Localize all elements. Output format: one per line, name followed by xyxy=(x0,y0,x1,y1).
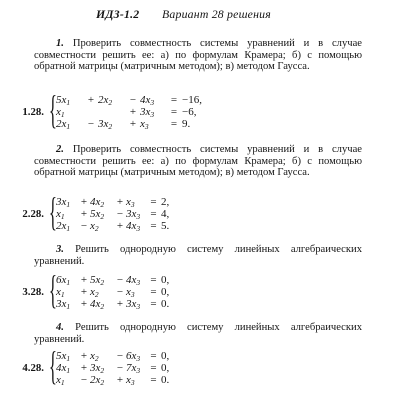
equation-row xyxy=(56,274,169,286)
equation-term: $4x_2$ xyxy=(90,298,105,312)
equation-term: $7x_3$ xyxy=(126,362,141,376)
equation-operator: + xyxy=(80,298,88,311)
assignment-code: ИДЗ-1.2 xyxy=(96,7,140,21)
equation-operator: − xyxy=(116,350,124,362)
equation-term: $4x_3$ xyxy=(126,274,141,287)
equation-rhs: 0, xyxy=(161,350,170,362)
equation-row xyxy=(56,350,169,362)
equation-term: $2x_2$ xyxy=(90,374,105,388)
equation-term: $3x_1$ xyxy=(56,196,71,209)
equation-term: $x_2$ xyxy=(90,286,99,300)
equation-term: $x_3$ xyxy=(126,374,135,388)
equation-term: $3x_1$ xyxy=(56,298,71,312)
equation-rhs: 4, xyxy=(161,208,170,221)
equation-row xyxy=(56,118,202,130)
equation-operator: = xyxy=(150,208,157,221)
equation-term: $3x_2$ xyxy=(98,118,113,132)
equation-rhs: −6, xyxy=(182,106,197,119)
system-3-brace: { xyxy=(48,267,57,313)
equation-term: $5x_1$ xyxy=(56,94,71,107)
equation-term: $3x_3$ xyxy=(140,106,155,120)
equation-term: $5x_2$ xyxy=(90,208,105,222)
equation-operator: + xyxy=(116,220,124,233)
task-2-number: 2. xyxy=(56,144,64,155)
task-3-text xyxy=(34,244,362,267)
equation-term: $3x_2$ xyxy=(90,362,105,376)
equation-operator: − xyxy=(116,208,124,221)
equation-term: $x_2$ xyxy=(90,350,99,363)
equation-term: $x_1$ xyxy=(56,286,65,300)
equation-term: $4x_3$ xyxy=(126,220,141,234)
equation-term: $4x_2$ xyxy=(90,196,105,209)
equation-operator: = xyxy=(170,106,178,119)
equation-term: $2x_2$ xyxy=(98,94,113,107)
equation-rhs: 0. xyxy=(161,298,170,311)
equation-rhs: 2, xyxy=(161,196,170,208)
equation-operator: = xyxy=(150,196,157,208)
task-3-number: 3. xyxy=(56,244,64,255)
equation-operator: + xyxy=(116,374,124,387)
equation-row xyxy=(56,374,169,386)
task-4-number: 4. xyxy=(56,322,64,333)
equation-term: $5x_1$ xyxy=(56,350,71,363)
system-3 xyxy=(8,267,170,313)
equation-term: $6x_1$ xyxy=(56,274,71,287)
equation-row xyxy=(56,286,169,298)
task-1-statement: Проверить совместность системы уравнений и в случае совместности решить ее: а) по формулам Крамера; б) с помощью обратной матрицы (матричным методом); в) методом Гаусса. xyxy=(34,38,363,73)
equation-operator: − xyxy=(116,362,124,375)
equation-row xyxy=(56,220,169,232)
equation-term: $5x_2$ xyxy=(90,274,105,287)
equation-operator: = xyxy=(150,220,157,233)
equation-term: $x_1$ xyxy=(56,374,65,388)
page-header xyxy=(96,9,271,22)
equation-row xyxy=(56,298,169,310)
task-1-text xyxy=(34,38,362,73)
equation-operator: = xyxy=(150,274,157,286)
system-1-brace: { xyxy=(48,87,57,133)
equation-operator: − xyxy=(116,286,124,299)
equation-term: $x_3$ xyxy=(140,118,149,132)
equation-operator: = xyxy=(170,118,178,131)
equation-rhs: 0, xyxy=(161,274,170,286)
task-4-statement: Решить однородную систему линейных алгебраических уравнений. xyxy=(34,322,362,345)
equation-operator: + xyxy=(80,274,88,286)
equation-operator: = xyxy=(150,298,157,311)
equation-operator: + xyxy=(80,362,88,375)
system-4-label: 4.28. xyxy=(22,361,44,374)
variant-title: Вариант 28 решения xyxy=(161,7,271,21)
system-4 xyxy=(8,343,170,389)
system-2-brace: { xyxy=(48,189,57,235)
equation-operator: − xyxy=(87,118,95,131)
equation-rhs: 0. xyxy=(161,374,170,387)
equation-term: $2x_1$ xyxy=(56,220,71,234)
equation-rhs: 5. xyxy=(161,220,170,233)
system-1 xyxy=(8,87,202,133)
equation-operator: + xyxy=(129,106,137,119)
equation-operator: = xyxy=(150,374,157,387)
equation-term: $4x_1$ xyxy=(56,362,71,376)
system-4-equations xyxy=(56,350,169,387)
equation-row xyxy=(56,94,202,106)
equation-rhs: −16, xyxy=(182,94,202,106)
system-1-label: 1.28. xyxy=(22,105,44,118)
system-3-label: 3.28. xyxy=(22,285,44,298)
equation-term: $x_3$ xyxy=(126,286,135,300)
equation-term: $3x_3$ xyxy=(126,208,141,222)
equation-term: $x_1$ xyxy=(56,106,65,120)
system-2-label: 2.28. xyxy=(22,207,44,220)
equation-term: $6x_3$ xyxy=(126,350,141,363)
equation-operator xyxy=(84,106,98,118)
system-1-equations xyxy=(56,94,202,131)
equation-row xyxy=(56,362,169,374)
equation-operator: − xyxy=(116,274,124,286)
equation-rhs: 0, xyxy=(161,286,170,299)
equation-row xyxy=(56,208,169,220)
equation-term: $4x_3$ xyxy=(140,94,155,107)
equation-term: $x_2$ xyxy=(90,220,99,234)
system-4-brace: { xyxy=(48,343,57,389)
equation-term xyxy=(98,106,126,118)
equation-operator: = xyxy=(150,362,157,375)
equation-operator: − xyxy=(80,374,88,387)
equation-term: $3x_3$ xyxy=(126,298,141,312)
equation-row xyxy=(56,196,169,208)
task-2-text xyxy=(34,144,362,179)
equation-operator: + xyxy=(116,196,124,208)
equation-operator: = xyxy=(150,350,157,362)
equation-operator: + xyxy=(87,94,95,106)
equation-rhs: 0, xyxy=(161,362,170,375)
equation-operator: = xyxy=(150,286,157,299)
equation-operator: − xyxy=(129,94,137,106)
system-3-equations xyxy=(56,274,169,311)
equation-term: $2x_1$ xyxy=(56,118,71,132)
task-2-statement: Проверить совместность системы уравнений и в случае совместности решить ее: а) по формулам Крамера; б) с помощью обратной матрицы (матричным методом); в) методом Гаусса. xyxy=(34,144,363,179)
equation-operator: + xyxy=(116,298,124,311)
equation-rhs: 9. xyxy=(182,118,191,131)
task-1-number: 1. xyxy=(56,38,64,49)
system-2 xyxy=(8,189,170,235)
equation-operator: + xyxy=(80,286,88,299)
equation-operator: + xyxy=(80,208,88,221)
equation-term: $x_1$ xyxy=(56,208,65,222)
equation-operator: + xyxy=(129,118,137,131)
equation-operator: − xyxy=(80,220,88,233)
equation-term: $x_3$ xyxy=(126,196,135,209)
system-2-equations xyxy=(56,196,169,233)
equation-row xyxy=(56,106,202,118)
task-4-text xyxy=(34,322,362,345)
task-3-statement: Решить однородную систему линейных алгебраических уравнений. xyxy=(34,244,362,267)
equation-operator: = xyxy=(170,94,178,106)
equation-operator: + xyxy=(80,196,88,208)
equation-operator: + xyxy=(80,350,88,362)
